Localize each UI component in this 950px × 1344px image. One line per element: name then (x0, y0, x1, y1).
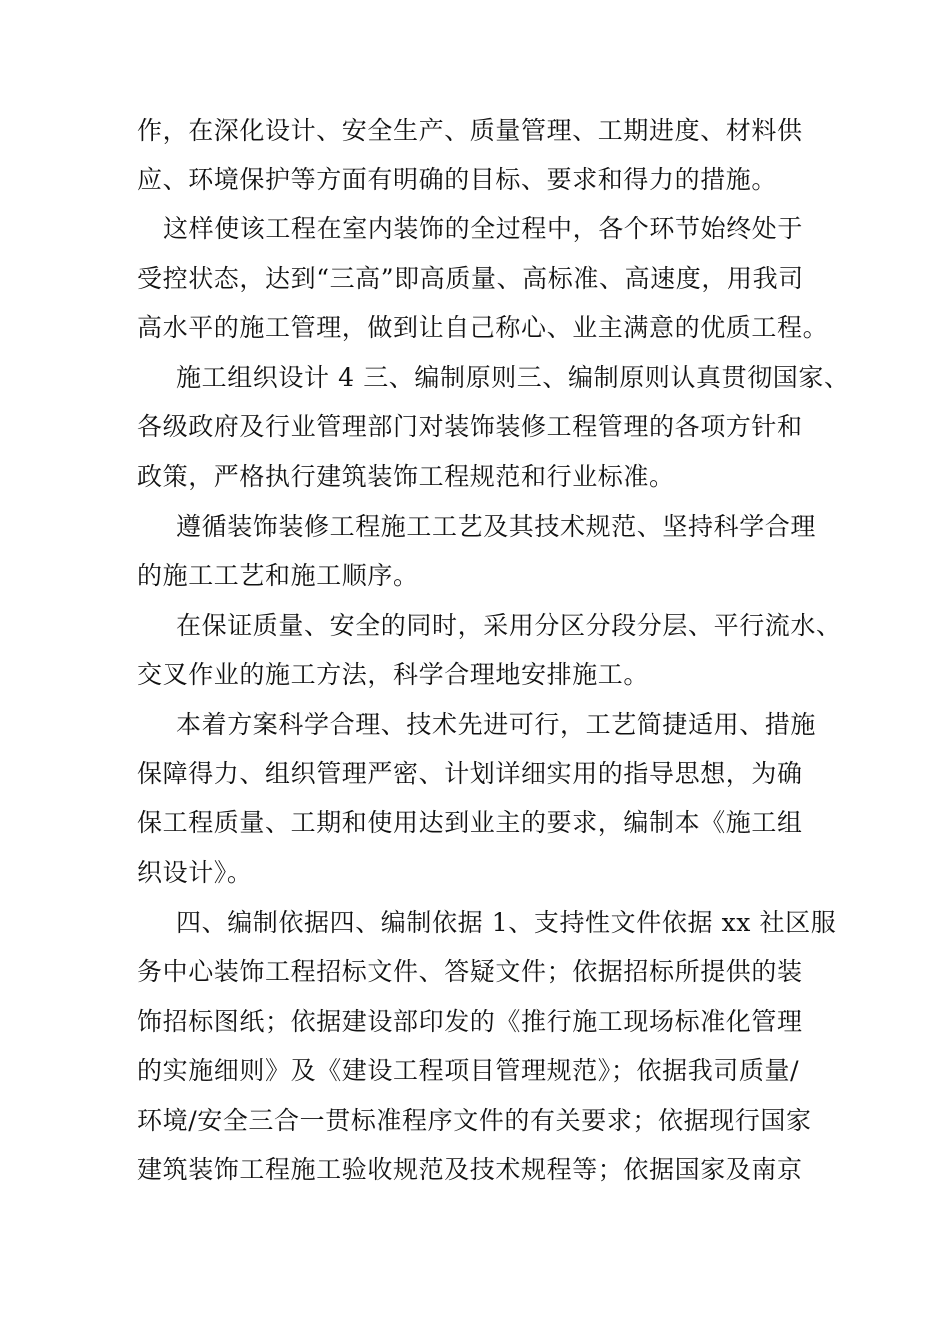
text-line: 这样使该工程在室内装饰的全过程中，各个环节始终处于 (163, 214, 804, 243)
text-line: 的实施细则》及《建设工程项目管理规范》；依据我司质量/ (137, 1056, 800, 1085)
text-line: 本着方案科学合理、技术先进可行，工艺简捷适用、措施 (176, 710, 817, 739)
text-line: 务中心装饰工程招标文件、答疑文件；依据招标所提供的装 (137, 957, 803, 986)
text-line: 建筑装饰工程施工验收规范及技术规程等；依据国家及南京 (137, 1155, 803, 1184)
text-line: 保障得力、组织管理严密、计划详细实用的指导思想，为确 (137, 759, 803, 788)
text-line: 四、编制依据四、编制依据 1、支持性文件依据 xx 社区服 (176, 908, 837, 937)
text-line: 受控状态，达到“三高”即高质量、高标准、高速度，用我司 (137, 264, 804, 293)
text-line: 保工程质量、工期和使用达到业主的要求，编制本《施工组 (137, 808, 803, 837)
text-line: 在保证质量、安全的同时，采用分区分段分层、平行流水、 (176, 611, 842, 640)
text-line: 各级政府及行业管理部门对装饰装修工程管理的各项方针和 (137, 412, 803, 441)
text-line: 交叉作业的施工方法，科学合理地安排施工。 (137, 660, 650, 689)
text-line: 织设计》。 (137, 858, 253, 887)
text-line: 政策，严格执行建筑装饰工程规范和行业标准。 (137, 462, 675, 491)
text-line: 遵循装饰装修工程施工工艺及其技术规范、坚持科学合理 (176, 512, 817, 541)
text-line: 饰招标图纸；依据建设部印发的《推行施工现场标准化管理 (137, 1007, 803, 1036)
text-line: 的施工工艺和施工顺序。 (137, 561, 419, 590)
text-line: 作，在深化设计、安全生产、质量管理、工期进度、材料供 (137, 116, 803, 145)
text-line: 环境/安全三合一贯标准程序文件的有关要求；依据现行国家 (137, 1106, 812, 1135)
text-line: 施工组织设计 4 三、编制原则三、编制原则认真贯彻国家、 (176, 363, 850, 392)
text-line: 高水平的施工管理，做到让自己称心、业主满意的优质工程。 (137, 313, 829, 342)
text-line: 应、环境保护等方面有明确的目标、要求和得力的措施。 (137, 165, 778, 194)
